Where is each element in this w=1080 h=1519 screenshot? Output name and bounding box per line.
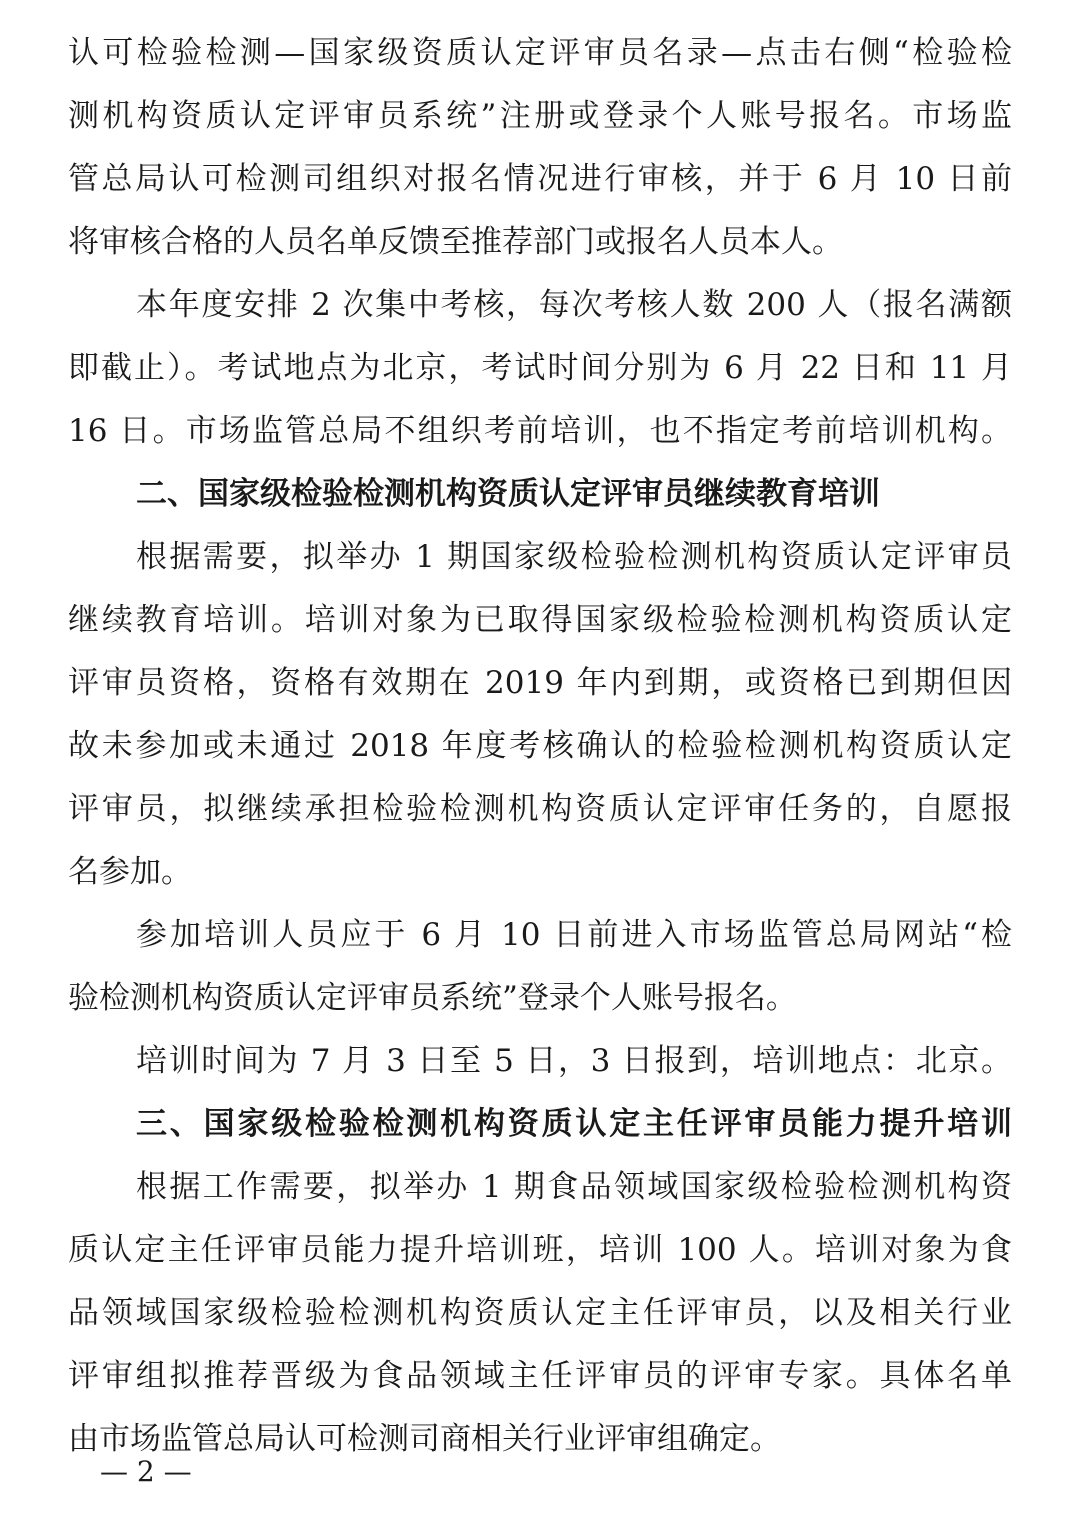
body-line-20: 质认定主任评审员能力提升培训班，培训 100 人。培训对象为食 — [68, 1232, 1012, 1268]
body-line-22: 评审组拟推荐晋级为食品领域主任评审员的评审专家。具体名单 — [68, 1358, 1012, 1394]
body-line-10: 继续教育培训。培训对象为已取得国家级检验检测机构资质认定 — [68, 602, 1012, 638]
body-line-6: 即截止）。考试地点为北京，考试时间分别为 6 月 22 日和 11 月 — [68, 350, 1012, 386]
section-heading-3: 三、国家级检验检测机构资质认定主任评审员能力提升培训 — [136, 1106, 1012, 1142]
body-line-5: 本年度安排 2 次集中考核，每次考核人数 200 人（报名满额 — [136, 287, 1012, 323]
body-line-23: 由市场监管总局认可检测司商相关行业评审组确定。 — [68, 1421, 781, 1457]
body-line-14: 名参加。 — [68, 854, 192, 890]
page-number: — 2 — — [100, 1455, 192, 1488]
body-line-3: 管总局认可检测司组织对报名情况进行审核，并于 6 月 10 日前 — [68, 161, 1012, 197]
body-line-9: 根据需要，拟举办 1 期国家级检验检测机构资质认定评审员 — [136, 539, 1012, 575]
body-line-13: 评审员，拟继续承担检验检测机构资质认定评审任务的，自愿报 — [68, 791, 1012, 827]
body-line-7: 16 日。市场监管总局不组织考前培训，也不指定考前培训机构。 — [68, 413, 1012, 449]
body-line-15: 参加培训人员应于 6 月 10 日前进入市场监管总局网站“检 — [136, 917, 1012, 953]
body-line-4: 将审核合格的人员名单反馈至推荐部门或报名人员本人。 — [68, 224, 843, 260]
section-heading-2: 二、国家级检验检测机构资质认定评审员继续教育培训 — [136, 476, 880, 512]
body-line-21: 品领域国家级检验检测机构资质认定主任评审员，以及相关行业 — [68, 1295, 1012, 1331]
body-line-19: 根据工作需要，拟举办 1 期食品领域国家级检验检测机构资 — [136, 1169, 1012, 1205]
body-line-16: 验检测机构资质认定评审员系统”登录个人账号报名。 — [68, 980, 797, 1016]
body-line-1: 认可检验检测—国家级资质认定评审员名录—点击右侧“检验检 — [68, 35, 1012, 71]
body-line-11: 评审员资格，资格有效期在 2019 年内到期，或资格已到期但因 — [68, 665, 1012, 701]
body-line-2: 测机构资质认定评审员系统”注册或登录个人账号报名。市场监 — [68, 98, 1012, 134]
body-line-12: 故未参加或未通过 2018 年度考核确认的检验检测机构资质认定 — [68, 728, 1012, 764]
body-line-17: 培训时间为 7 月 3 日至 5 日，3 日报到，培训地点：北京。 — [136, 1043, 1012, 1079]
